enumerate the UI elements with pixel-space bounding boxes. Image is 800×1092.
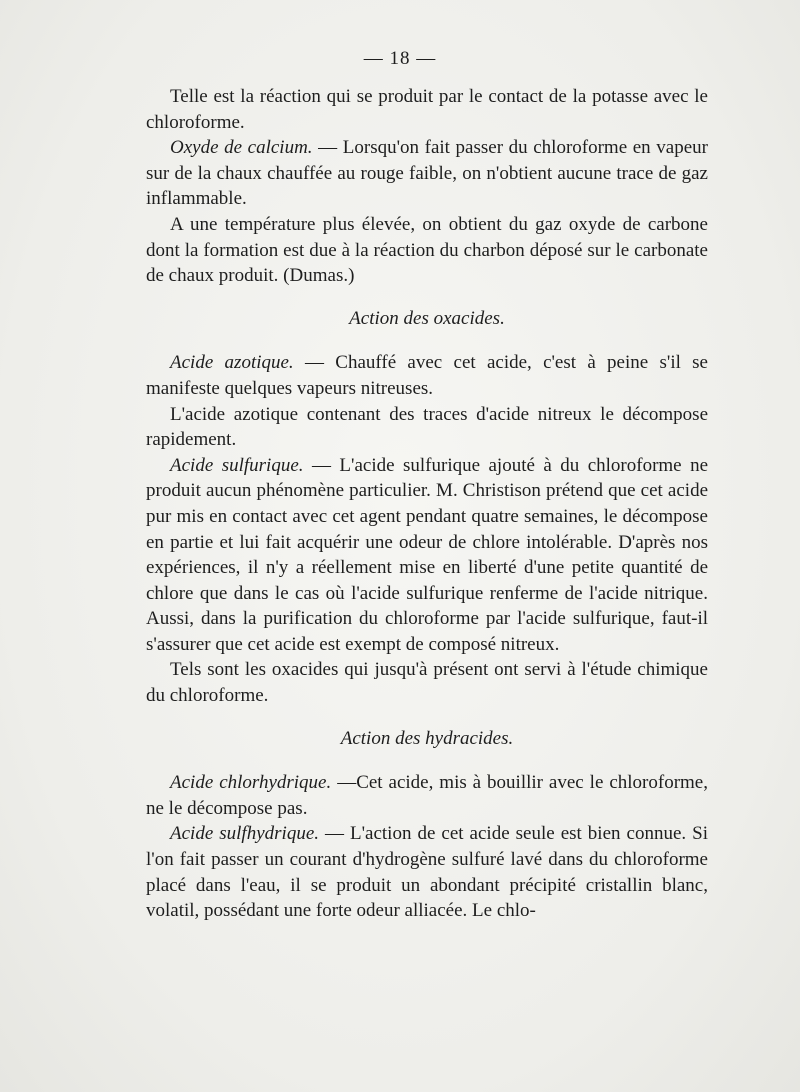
paragraph-lead: Oxyde de calcium.	[170, 137, 313, 159]
paragraph-oxacides-summary: Tels sont les oxacides qui jusqu'à présent ont servi à l'étude chimique du chloroforme.	[146, 659, 708, 707]
paragraph-body: — Lorsqu'on fait passer du chloroforme en vapeur sur de la chaux chauffée au rouge faible, on n'obtient aucune trace de gaz inflammable.	[146, 137, 708, 210]
paragraph-potasse: Telle est la réaction qui se produit par le contact de la potasse avec le chloroforme.	[146, 86, 708, 133]
paragraph-acide-nitreux: L'acide azotique contenant des traces d'acide nitreux le décompose rapidement.	[146, 403, 708, 451]
paragraph-acide-azotique	[146, 350, 708, 401]
paragraph-acide-sulfhydrique	[146, 821, 708, 923]
paragraph-oxyde-de-calcium	[146, 135, 708, 212]
page-number: — 18 —	[363, 48, 437, 69]
paragraph-body: —Cet acide, mis à bouillir avec le chloroforme, ne le décompose pas.	[146, 772, 708, 819]
paragraph-lead: Acide sulfurique.	[170, 454, 304, 476]
paragraph-lead: Acide azotique.	[170, 352, 294, 374]
paragraph-body: — L'acide sulfurique ajouté à du chloroforme ne produit aucun phénomène particulier. M. Christison prétend que cet acide pur mis en contact avec cet agent pendant quatre semaines, le décompose en partie et lui fait acquérir une odeur de chlore intolérable. D'après nos expériences, il n'y a réellement mise en liberté d'une petite quantité de chlore que dans le cas où l'acide sulfurique renferme de l'acide nitrique. Aussi, dans la purification du chloroforme par l'acide sulfurique, faut-il s'assurer que cet acide est exempt de composé nitreux.	[146, 454, 708, 655]
body-text	[146, 84, 708, 924]
paragraph-lead: Acide chlorhydrique.	[170, 772, 332, 794]
paragraph-acide-chlorhydrique	[146, 770, 708, 821]
paragraph-body: — Chauffé avec cet acide, c'est à peine s'il se manifeste quelques vapeurs nitreuses.	[146, 352, 708, 399]
paragraph-acide-sulfurique	[146, 453, 708, 658]
paragraph-temperature: A une température plus élevée, on obtient du gaz oxyde de carbone dont la formation est due à la réaction du charbon déposé sur le carbonate de chaux produit. (Dumas.)	[146, 213, 708, 287]
paragraph-body: — L'action de cet acide seule est bien connue. Si l'on fait passer un courant d'hydrogène sulfuré lavé dans du chloroforme placé dans l'eau, il se produit un abondant précipité cristallin blanc, volatil, possédant une forte odeur alliacée. Le chlo-	[146, 823, 708, 922]
section-heading-hydracides: Action des hydracides.	[340, 727, 514, 749]
section-heading-oxacides: Action des oxacides.	[349, 307, 505, 329]
paragraph-lead: Acide sulfhydrique.	[170, 823, 319, 845]
